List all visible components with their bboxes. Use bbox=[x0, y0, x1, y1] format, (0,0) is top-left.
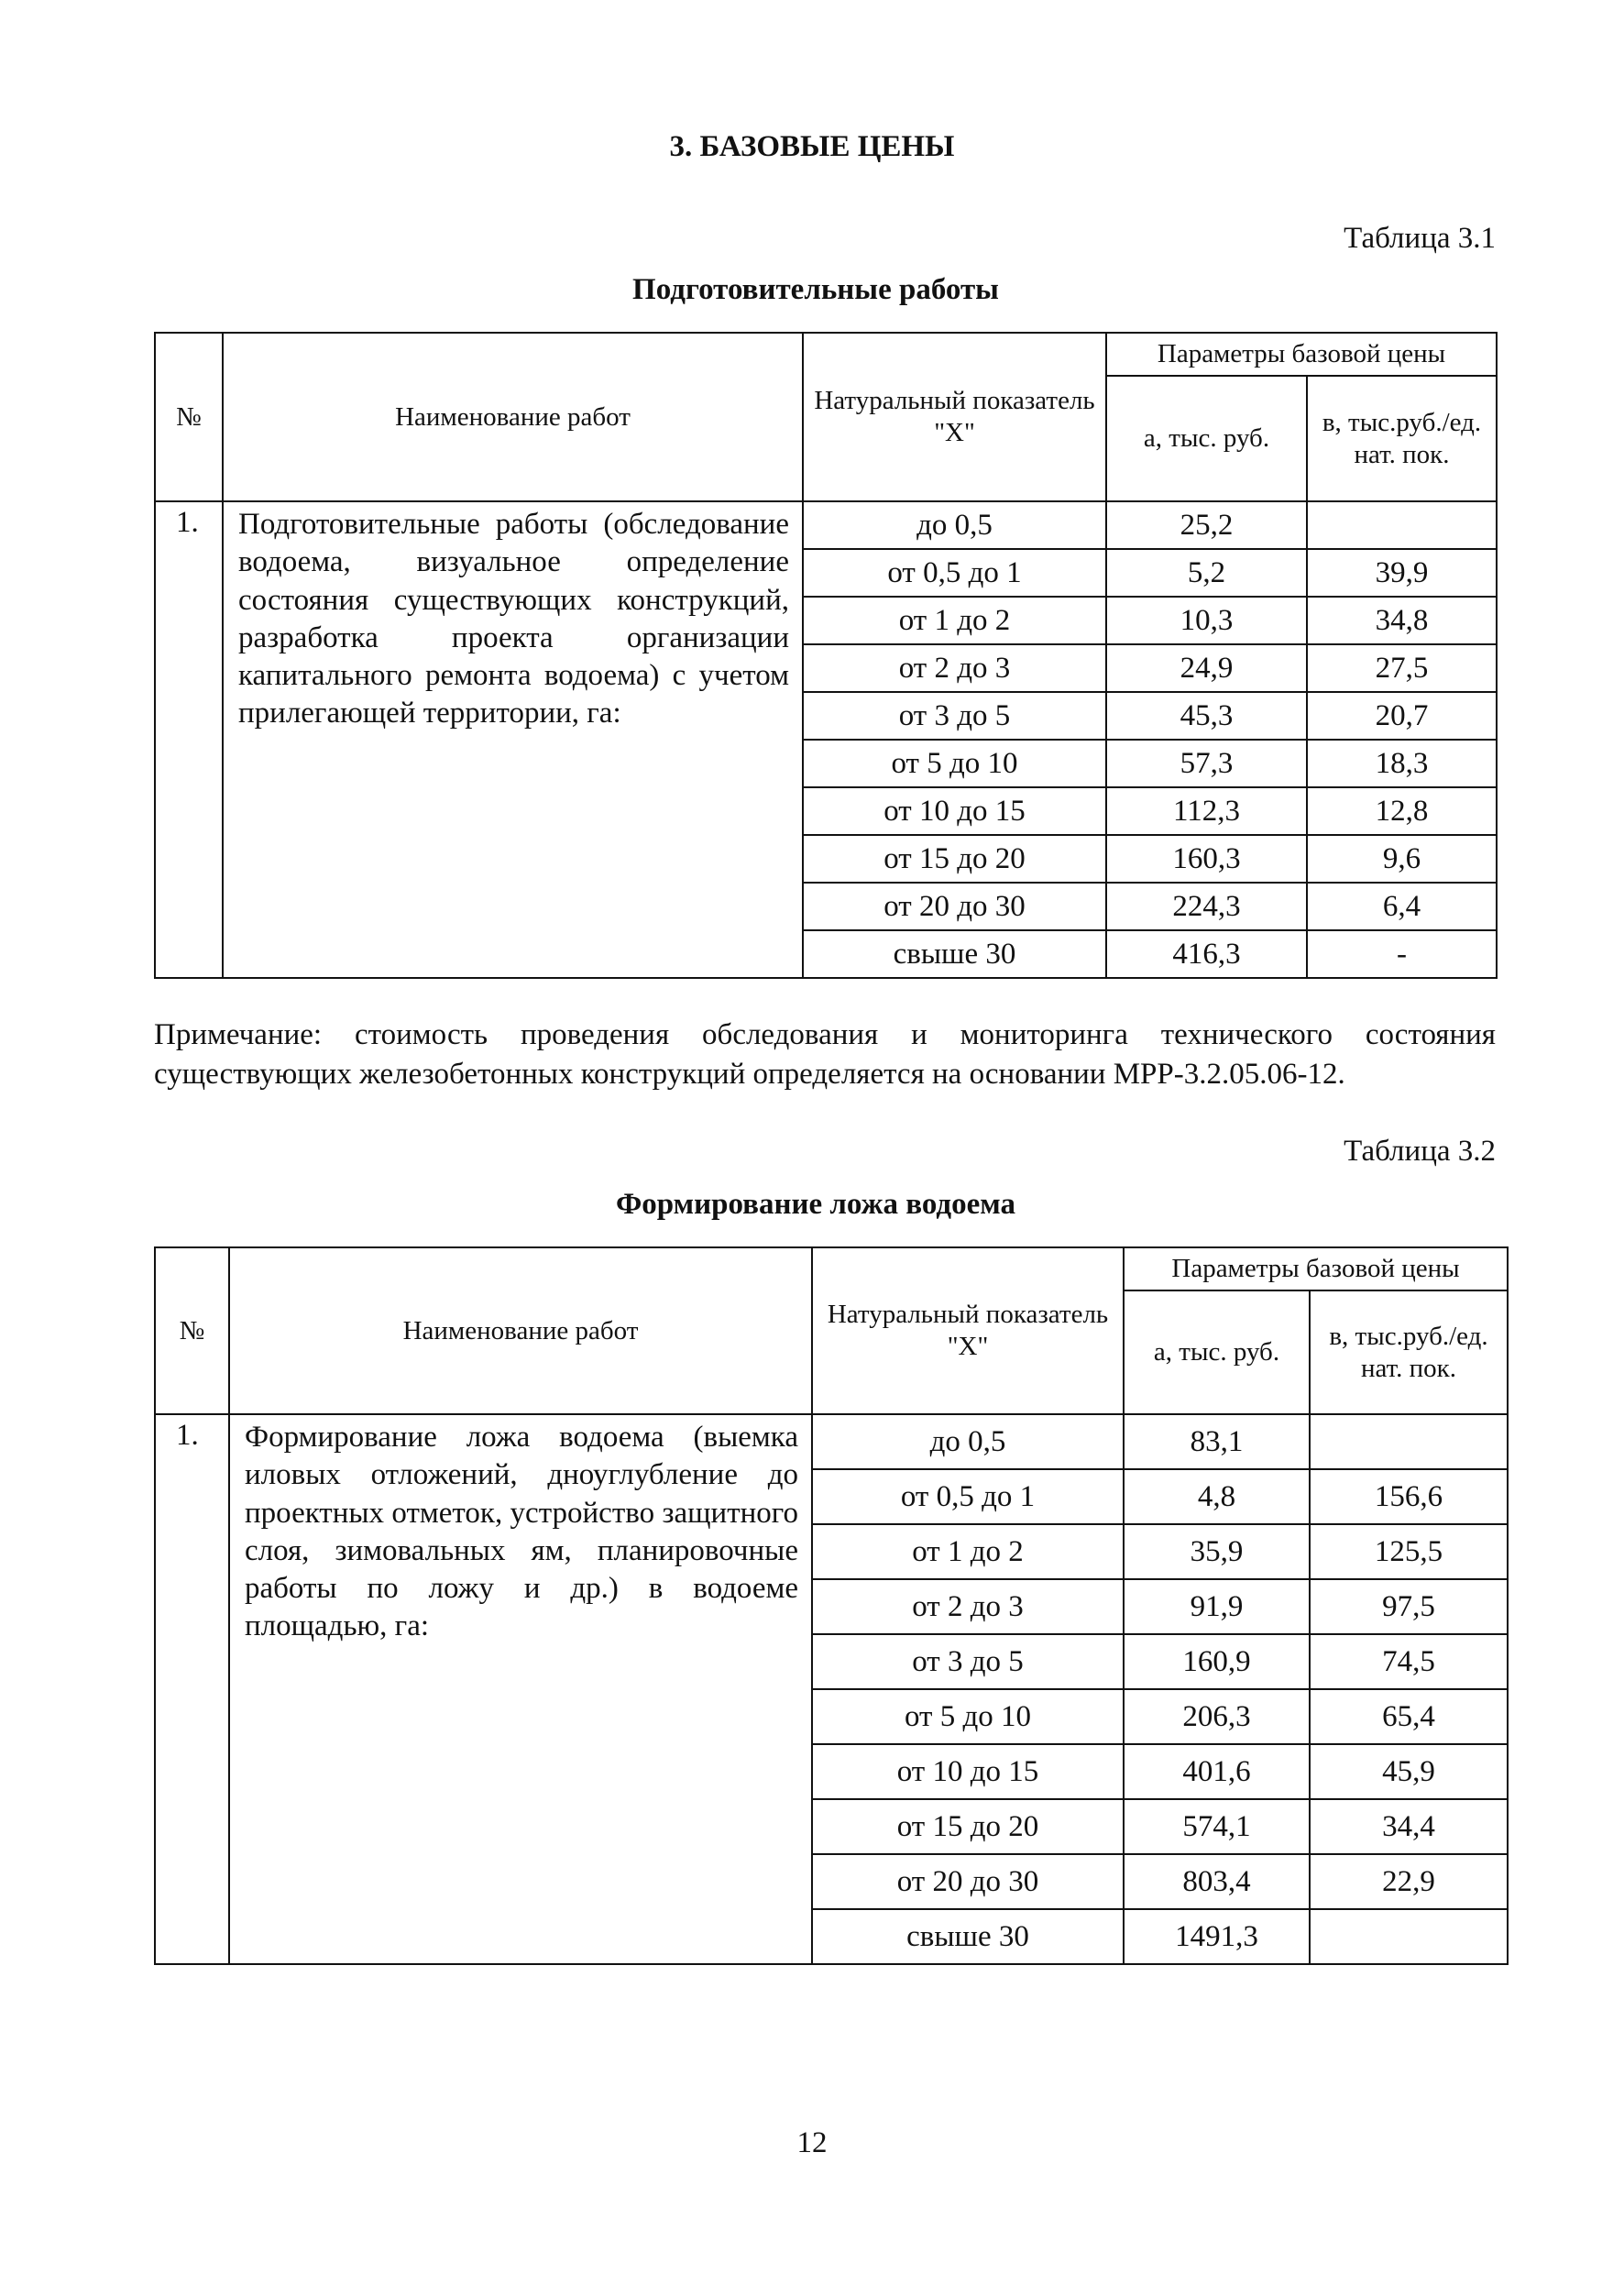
price-b-cell: 27,5 bbox=[1307, 644, 1497, 692]
price-b-cell: 20,7 bbox=[1307, 692, 1497, 740]
table-3-2 bbox=[154, 1246, 1509, 1965]
table-row bbox=[155, 501, 1497, 549]
price-a-cell: 35,9 bbox=[1124, 1524, 1310, 1579]
indicator-cell: от 20 до 30 bbox=[803, 883, 1106, 930]
note: Примечание: стоимость проведения обследования и мониторинга технического состояния существующих железобетонных конструкций определяется на основании МРР-3.2.05.06-12. bbox=[154, 1018, 1496, 1091]
indicator-cell: от 1 до 2 bbox=[812, 1524, 1124, 1579]
price-a-cell: 112,3 bbox=[1106, 787, 1307, 835]
price-b-cell bbox=[1310, 1909, 1508, 1964]
header-num: № bbox=[155, 1247, 229, 1414]
work-description: Подготовительные работы (обследование водоема, визуальное определение состояния существующих конструкций, разработка проекта организации капитального ремонта водоема) с учетом прилегающей территории, га: bbox=[223, 501, 803, 978]
header-a: а, тыс. руб. bbox=[1124, 1290, 1310, 1414]
price-a-cell: 24,9 bbox=[1106, 644, 1307, 692]
price-a-cell: 574,1 bbox=[1124, 1799, 1310, 1854]
table-caption: Подготовительные работы bbox=[632, 273, 999, 306]
price-a-cell: 401,6 bbox=[1124, 1744, 1310, 1799]
header-name: Наименование работ bbox=[223, 333, 803, 501]
indicator-cell: от 2 до 3 bbox=[803, 644, 1106, 692]
indicator-cell: до 0,5 bbox=[803, 501, 1106, 549]
indicator-cell: от 10 до 15 bbox=[812, 1744, 1124, 1799]
price-a-cell: 4,8 bbox=[1124, 1469, 1310, 1524]
price-b-cell bbox=[1310, 1414, 1508, 1469]
section-title: 3. БАЗОВЫЕ ЦЕНЫ bbox=[669, 130, 955, 163]
header-name: Наименование работ bbox=[229, 1247, 812, 1414]
price-b-cell: 45,9 bbox=[1310, 1744, 1508, 1799]
indicator-cell: от 0,5 до 1 bbox=[803, 549, 1106, 597]
indicator-cell: от 1 до 2 bbox=[803, 597, 1106, 644]
price-a-cell: 1491,3 bbox=[1124, 1909, 1310, 1964]
indicator-cell: свыше 30 bbox=[812, 1909, 1124, 1964]
header-b: в, тыс.руб./ед. нат. пок. bbox=[1307, 376, 1497, 501]
price-b-cell: 18,3 bbox=[1307, 740, 1497, 787]
price-a-cell: 803,4 bbox=[1124, 1854, 1310, 1909]
indicator-cell: от 15 до 20 bbox=[812, 1799, 1124, 1854]
price-b-cell: 74,5 bbox=[1310, 1634, 1508, 1689]
price-a-cell: 416,3 bbox=[1106, 930, 1307, 978]
price-b-cell: 34,8 bbox=[1307, 597, 1497, 644]
price-b-cell: 125,5 bbox=[1310, 1524, 1508, 1579]
header-indicator: Натуральный показатель "Х" bbox=[812, 1247, 1124, 1414]
table-number: Таблица 3.1 bbox=[1344, 222, 1496, 255]
indicator-cell: от 20 до 30 bbox=[812, 1854, 1124, 1909]
indicator-cell: от 15 до 20 bbox=[803, 835, 1106, 883]
price-a-cell: 91,9 bbox=[1124, 1579, 1310, 1634]
indicator-cell: от 0,5 до 1 bbox=[812, 1469, 1124, 1524]
price-a-cell: 5,2 bbox=[1106, 549, 1307, 597]
table-body bbox=[155, 333, 1497, 978]
indicator-cell: до 0,5 bbox=[812, 1414, 1124, 1469]
price-a-cell: 25,2 bbox=[1106, 501, 1307, 549]
work-description: Формирование ложа водоема (выемка иловых отложений, дноуглубление до проектных отметок, устройство защитного слоя, зимовальных ям, планировочные работы по ложу и др.) в водоеме площадью, га: bbox=[229, 1414, 812, 1964]
table-body bbox=[155, 1247, 1508, 1964]
price-b-cell: 156,6 bbox=[1310, 1469, 1508, 1524]
row-number: 1. bbox=[155, 1414, 229, 1964]
indicator-cell: от 5 до 10 bbox=[803, 740, 1106, 787]
price-a-cell: 83,1 bbox=[1124, 1414, 1310, 1469]
page-number: 12 bbox=[796, 2126, 828, 2159]
header-indicator: Натуральный показатель "Х" bbox=[803, 333, 1106, 501]
row-number: 1. bbox=[155, 501, 223, 978]
indicator-cell: свыше 30 bbox=[803, 930, 1106, 978]
price-a-cell: 10,3 bbox=[1106, 597, 1307, 644]
price-a-cell: 224,3 bbox=[1106, 883, 1307, 930]
header-params: Параметры базовой цены bbox=[1106, 333, 1497, 376]
price-a-cell: 206,3 bbox=[1124, 1689, 1310, 1744]
header-a: а, тыс. руб. bbox=[1106, 376, 1307, 501]
price-a-cell: 57,3 bbox=[1106, 740, 1307, 787]
indicator-cell: от 10 до 15 bbox=[803, 787, 1106, 835]
price-b-cell: 22,9 bbox=[1310, 1854, 1508, 1909]
price-a-cell: 160,9 bbox=[1124, 1634, 1310, 1689]
indicator-cell: от 5 до 10 bbox=[812, 1689, 1124, 1744]
header-num: № bbox=[155, 333, 223, 501]
table-3-1 bbox=[154, 332, 1498, 979]
table-number: Таблица 3.2 bbox=[1344, 1135, 1496, 1168]
price-b-cell bbox=[1307, 501, 1497, 549]
price-b-cell: 34,4 bbox=[1310, 1799, 1508, 1854]
table-caption: Формирование ложа водоема bbox=[615, 1188, 1016, 1221]
price-a-cell: 45,3 bbox=[1106, 692, 1307, 740]
indicator-cell: от 3 до 5 bbox=[803, 692, 1106, 740]
price-b-cell: 97,5 bbox=[1310, 1579, 1508, 1634]
indicator-cell: от 2 до 3 bbox=[812, 1579, 1124, 1634]
indicator-cell: от 3 до 5 bbox=[812, 1634, 1124, 1689]
header-params: Параметры базовой цены bbox=[1124, 1247, 1508, 1290]
price-b-cell: 39,9 bbox=[1307, 549, 1497, 597]
table-row bbox=[155, 1414, 1508, 1469]
price-b-cell: 65,4 bbox=[1310, 1689, 1508, 1744]
price-b-cell: 6,4 bbox=[1307, 883, 1497, 930]
price-b-cell: 12,8 bbox=[1307, 787, 1497, 835]
price-a-cell: 160,3 bbox=[1106, 835, 1307, 883]
price-b-cell: - bbox=[1307, 930, 1497, 978]
price-b-cell: 9,6 bbox=[1307, 835, 1497, 883]
header-b: в, тыс.руб./ед. нат. пок. bbox=[1310, 1290, 1508, 1414]
